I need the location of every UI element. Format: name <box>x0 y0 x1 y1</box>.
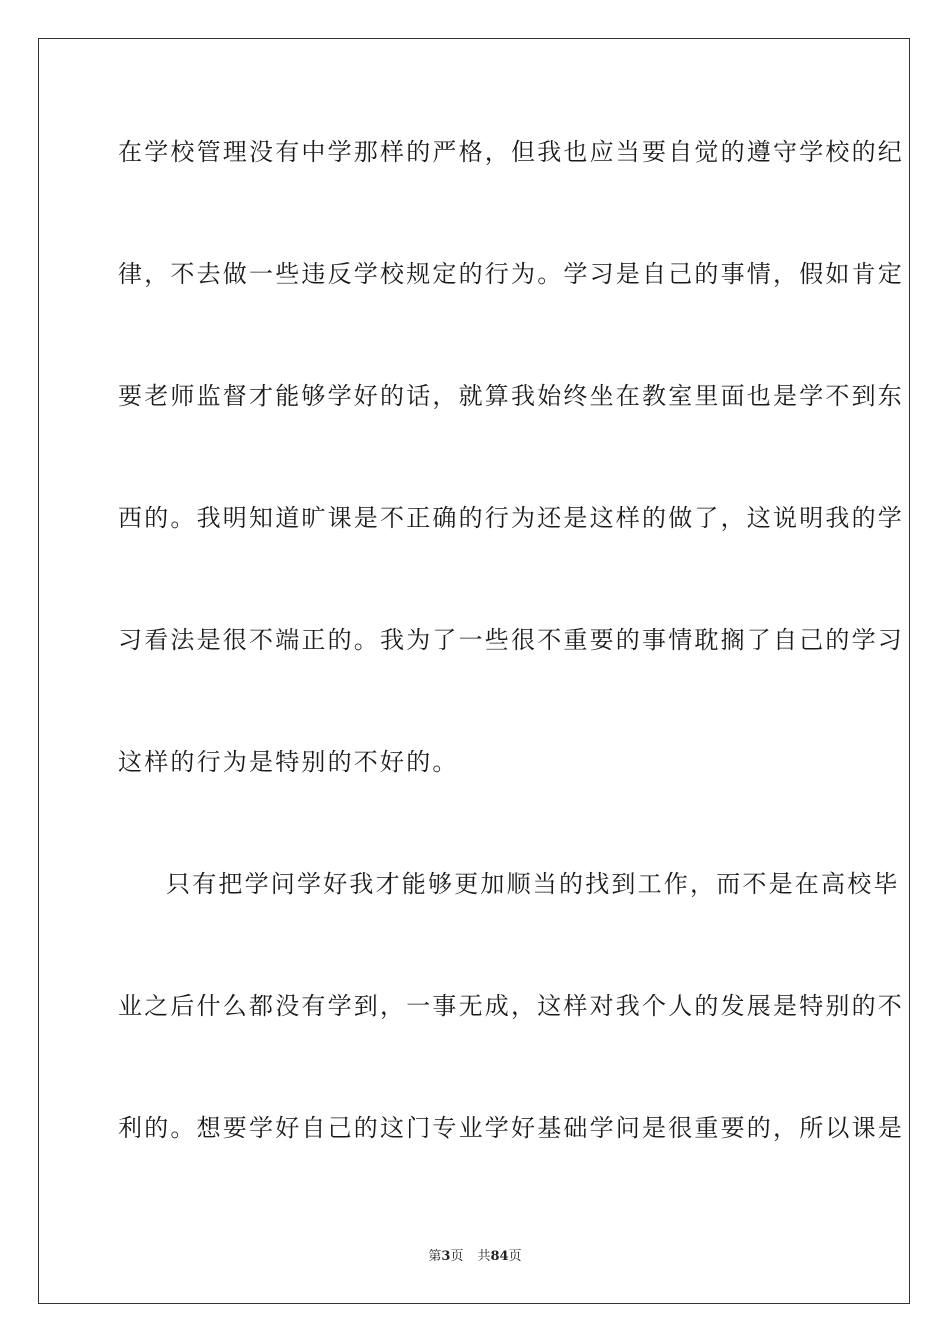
paragraph-line-2: 律，不去做一些违反学校规定的行为。学习是自己的事情，假如肯定 <box>118 260 904 288</box>
total-label-suffix: 页 <box>508 1249 522 1264</box>
page-label-prefix: 第 <box>428 1249 442 1264</box>
page-footer <box>0 1248 950 1266</box>
total-label-prefix: 共 <box>477 1249 491 1264</box>
paragraph-line-8: 业之后什么都没有学到，一事无成，这样对我个人的发展是特别的不 <box>118 992 904 1020</box>
paragraph-line-7: 只有把学问学好我才能够更加顺当的找到工作，而不是在高校毕 <box>166 870 900 898</box>
page-label-suffix: 页 <box>450 1249 464 1264</box>
paragraph-line-9: 利的。想要学好自己的这门专业学好基础学问是很重要的，所以课是 <box>118 1114 904 1142</box>
total-pages: 84 <box>490 1249 509 1264</box>
paragraph-line-4: 西的。我明知道旷课是不正确的行为还是这样的做了，这说明我的学 <box>118 504 904 532</box>
paragraph-line-5: 习看法是很不端正的。我为了一些很不重要的事情耽搁了自己的学习 <box>118 626 904 654</box>
paragraph-line-6: 这样的行为是特别的不好的。 <box>118 748 459 776</box>
page-number: 3 <box>441 1249 451 1264</box>
paragraph-line-1: 在学校管理没有中学那样的严格，但我也应当要自觉的遵守学校的纪 <box>118 138 904 166</box>
paragraph-line-3: 要老师监督才能够学好的话，就算我始终坐在教室里面也是学不到东 <box>118 382 904 410</box>
